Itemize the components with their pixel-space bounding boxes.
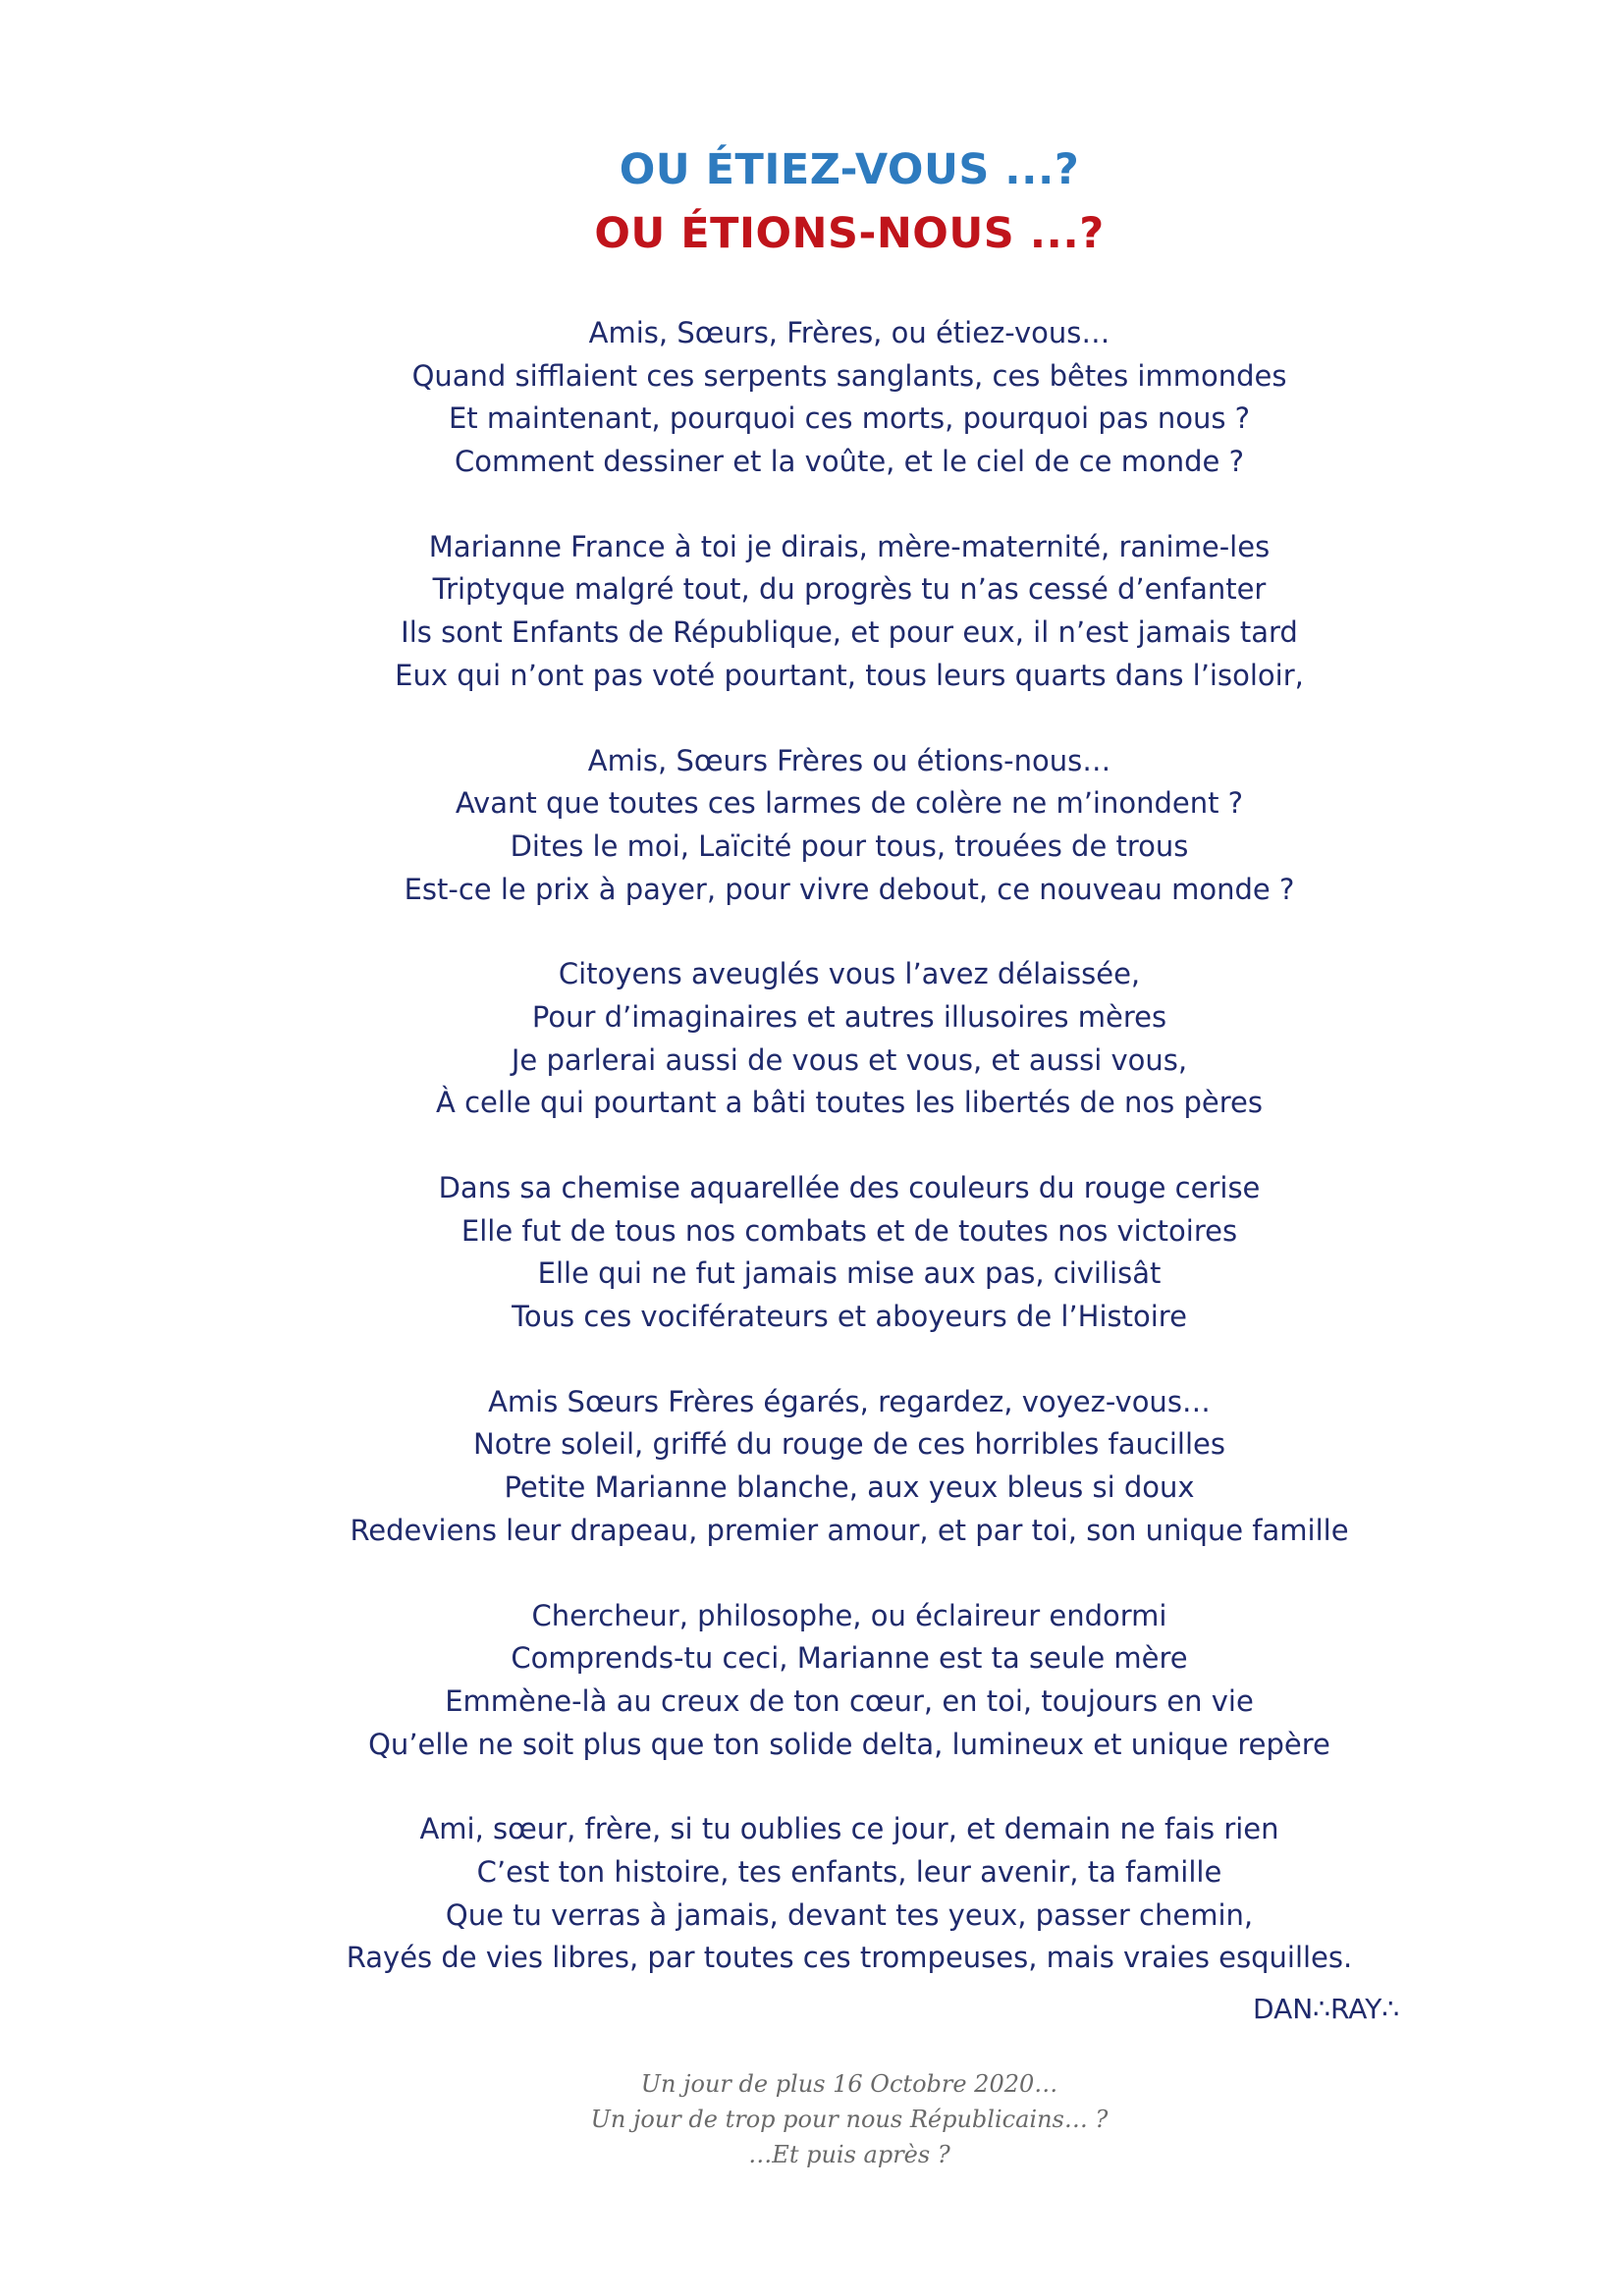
poem-line: Comment dessiner et la voûte, et le ciel de ce monde ? <box>455 445 1244 479</box>
poem-line: Dans sa chemise aquarellée des couleurs du rouge cerise <box>438 1171 1261 1204</box>
poem-line: Qu’elle ne soit plus que ton solide delta, lumineux et unique repère <box>368 1727 1330 1761</box>
stanza <box>0 740 1624 912</box>
footer-note <box>0 2066 1624 2172</box>
poem-line: Elle qui ne fut jamais mise aux pas, civilisât <box>537 1256 1162 1291</box>
stanza <box>0 1808 1624 1980</box>
stanza <box>0 953 1624 1125</box>
poem-line: Est-ce le prix à payer, pour vivre debout, ce nouveau monde ? <box>404 872 1295 906</box>
poem-line: Rayés de vies libres, par toutes ces trompeuses, mais vraies esquilles. <box>346 1941 1353 1975</box>
footer-line: Un jour de trop pour nous Républicains… ? <box>590 2106 1109 2133</box>
poem-line: Tous ces vociférateurs et aboyeurs de l’Histoire <box>512 1300 1187 1334</box>
poem-line: Elle fut de tous nos combats et de toutes nos victoires <box>460 1213 1238 1248</box>
author-signature: DAN∴RAY∴ <box>1253 1993 1400 2025</box>
stanza <box>0 1381 1624 1553</box>
poem-line: Notre soleil, griffé du rouge de ces horribles faucilles <box>473 1427 1225 1462</box>
poem-line: Quand sifflaient ces serpents sanglants, ces bêtes immondes <box>411 358 1287 393</box>
poem-line: Amis Sœurs Frères égarés, regardez, voyez-vous… <box>488 1384 1211 1418</box>
poem-line: Je parlerai aussi de vous et vous, et aussi vous, <box>511 1042 1188 1077</box>
title-line-1: OU ÉTIEZ-VOUS ...? <box>619 145 1080 194</box>
poem-line: Redeviens leur drapeau, premier amour, et par toi, son unique famille <box>350 1513 1349 1547</box>
poem-line: C’est ton histoire, tes enfants, leur avenir, ta famille <box>476 1854 1222 1889</box>
stanza <box>0 312 1624 484</box>
poem-line: Emmène-là au creux de ton cœur, en toi, toujours en vie <box>445 1683 1254 1718</box>
poem-line: Dites le moi, Laïcité pour tous, trouées de trous <box>510 828 1189 863</box>
stanza <box>0 526 1624 698</box>
poem-line: Marianne France à toi je dirais, mère-maternité, ranime-les <box>428 529 1271 563</box>
poem-line: Que tu verras à jamais, devant tes yeux, passer chemin, <box>445 1897 1254 1932</box>
poem-line: Citoyens aveuglés vous l’avez délaissée, <box>558 957 1141 991</box>
poem-line: Comprends-tu ceci, Marianne est ta seule mère <box>511 1641 1188 1676</box>
footer-line: Un jour de plus 16 Octobre 2020… <box>640 2070 1058 2098</box>
poem-line: Et maintenant, pourquoi ces morts, pourquoi pas nous ? <box>448 401 1251 436</box>
poem-line: À celle qui pourtant a bâti toutes les libertés de nos pères <box>436 1086 1263 1120</box>
poem-body <box>0 312 1624 1980</box>
title-line-2: OU ÉTIONS-NOUS ...? <box>594 209 1105 258</box>
poem-line: Petite Marianne blanche, aux yeux bleus si doux <box>504 1470 1195 1505</box>
poem-line: Amis, Sœurs Frères ou étions-nous… <box>587 743 1111 777</box>
poem-line: Chercheur, philosophe, ou éclaireur endormi <box>531 1598 1167 1632</box>
poem-line: Eux qui n’ont pas voté pourtant, tous leurs quarts dans l’isoloir, <box>395 658 1304 692</box>
poem-line: Pour d’imaginaires et autres illusoires mères <box>531 999 1167 1034</box>
poem-line: Triptyque malgré tout, du progrès tu n’as cessé d’enfanter <box>432 572 1267 607</box>
poem-line: Ils sont Enfants de République, et pour eux, il n’est jamais tard <box>401 615 1298 650</box>
stanza <box>0 1595 1624 1767</box>
footer-line: …Et puis après ? <box>748 2141 950 2168</box>
poem-line: Amis, Sœurs, Frères, ou étiez-vous… <box>588 316 1110 349</box>
poem-line: Avant que toutes ces larmes de colère ne m’inondent ? <box>455 786 1244 821</box>
poem-line: Ami, sœur, frère, si tu oublies ce jour, et demain ne fais rien <box>419 1812 1279 1846</box>
stanza <box>0 1167 1624 1339</box>
